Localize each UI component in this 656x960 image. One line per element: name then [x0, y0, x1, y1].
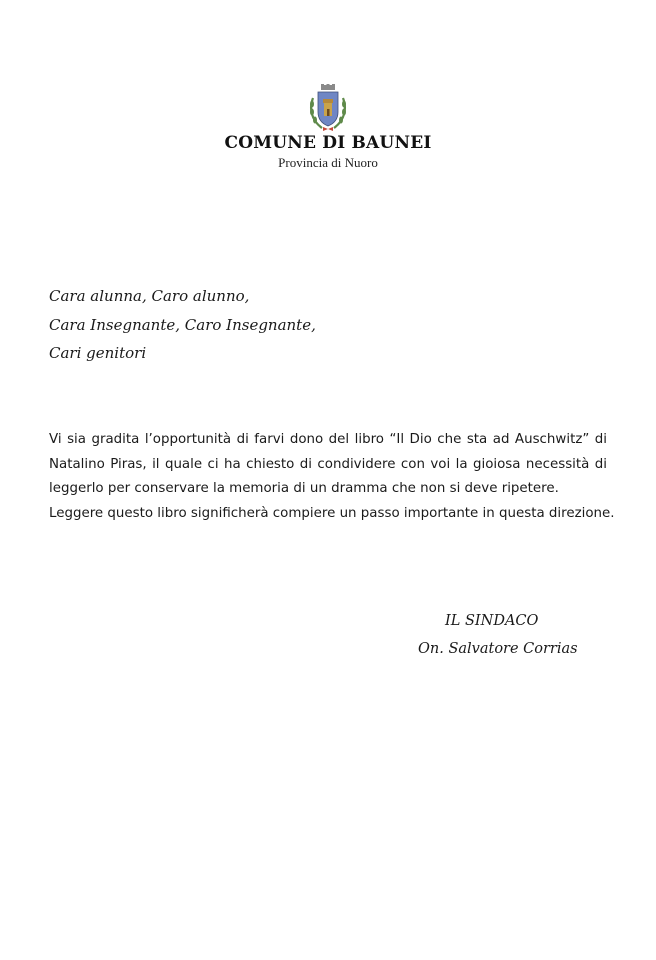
letter-body	[49, 428, 615, 526]
body-line: Vi sia gradita l’opportunità di farvi dono del libro “Il Dio che sta ad Auschwitz” di	[49, 432, 607, 447]
municipality-title: COMUNE DI BAUNEI	[224, 133, 432, 153]
body-line: Natalino Piras, il quale ci ha chiesto di condividere con voi la gioiosa necessità di	[49, 456, 607, 472]
greeting-line: Cari genitori	[49, 344, 147, 362]
greeting-line: Cara Insegnante, Caro Insegnante,	[49, 316, 316, 334]
signature-name: On. Salvatore Corrias	[418, 641, 578, 657]
coat-of-arms-icon	[307, 84, 349, 134]
signature-title: IL SINDACO	[445, 613, 539, 629]
province-subtitle: Provincia di Nuoro	[278, 155, 378, 170]
greeting-line: Cara alunna, Caro alunno,	[49, 287, 250, 305]
body-line: Leggere questo libro significherà compiere un passo importante in questa direzione.	[49, 505, 615, 521]
body-line: leggerlo per conservare la memoria di un dramma che non si deve ripetere.	[49, 481, 559, 496]
